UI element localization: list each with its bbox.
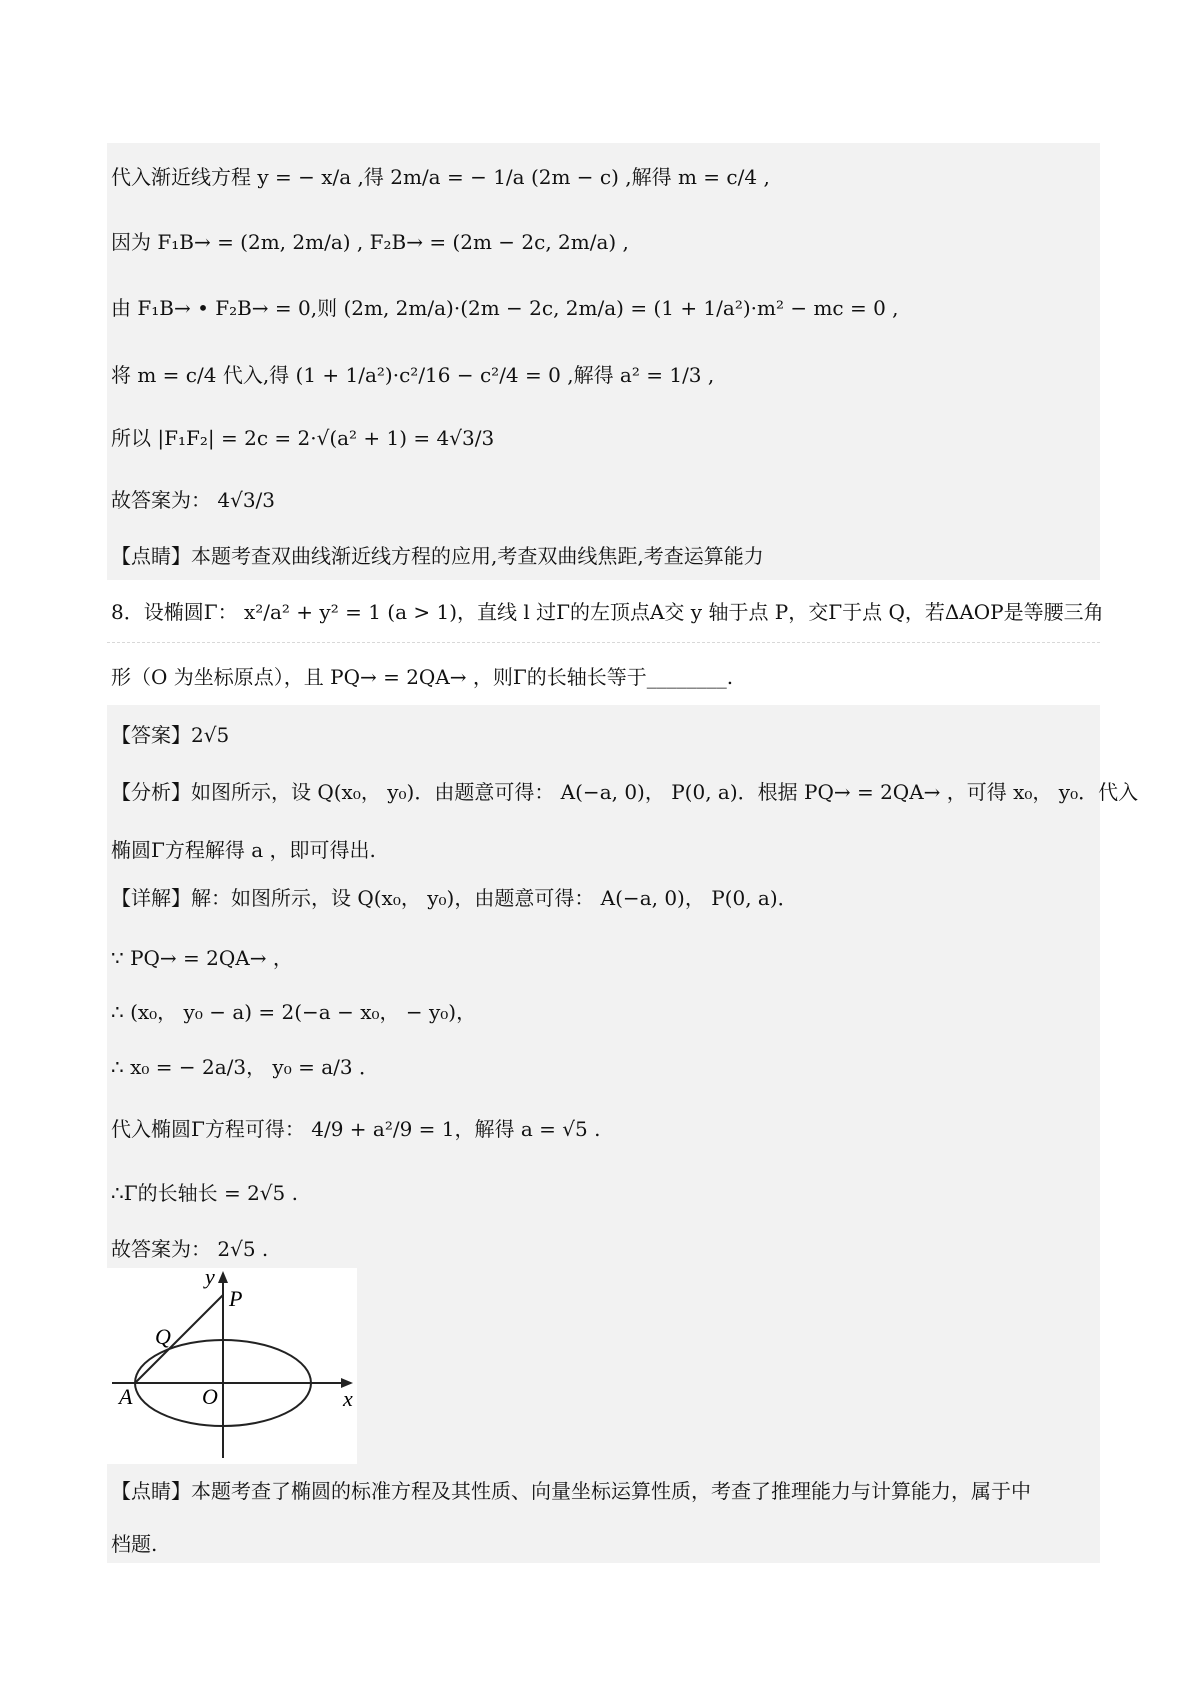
label-y: y [205,1268,215,1289]
analysis-line: 【分析】如图所示，设 Q(x₀， y₀)．由题意可得： A(−a, 0)， P(0, a)．根据 PQ→ = 2QA→ ，可得 x₀， y₀．代入 [111,780,1139,804]
text-line: 所以 |F₁F₂| = 2c = 2·√(a² + 1) = 4√3/3 [111,426,495,450]
detail-line: ∴ (x₀， y₀ − a) = 2(−a − x₀， − y₀)， [111,1000,477,1024]
detail-line: ∵ PQ→ = 2QA→ ， [111,946,293,970]
detail-line: ∴ x₀ = − 2a/3， y₀ = a/3 ． [111,1055,379,1079]
text-line: 将 m = c/4 代入,得 (1 + 1/a²)·c²/16 − c²/4 = 0 ,解得 a² = 1/3 , [111,363,715,387]
text-line: 故答案为： 4√3/3 [111,488,276,512]
label-A: A [119,1384,133,1409]
detail-line: 【详解】解：如图所示，设 Q(x₀， y₀)，由题意可得： A(−a, 0)， P(0, a)． [111,886,798,910]
detail-line: 故答案为： 2√5 . [111,1237,269,1261]
ellipse-diagram [107,1268,357,1464]
detail-line: 代入椭圆Γ方程可得： 4/9 + a²/9 = 1，解得 a = √5 . [111,1117,601,1141]
line-l [135,1295,223,1383]
label-x: x [343,1386,353,1411]
question-line: 形（O 为坐标原点），且 PQ→ = 2QA→ ，则Γ的长轴长等于________. [111,665,734,689]
y-axis-arrow [218,1271,228,1283]
analysis-line: 椭圆Γ方程解得 a ，即可得出. [111,838,376,862]
label-O: O [202,1384,218,1409]
question-line: 8．设椭圆Γ： x²/a² + y² = 1 (a > 1)，直线 l 过Γ的左顶点A交 y 轴于点 P，交Γ于点 Q，若ΔAOP是等腰三角 [111,600,1104,624]
ellipse-figure [107,1268,357,1464]
label-P: P [229,1286,243,1311]
comment-line: 【点睛】本题考查双曲线渐近线方程的应用,考查双曲线焦距,考查运算能力 [111,544,764,568]
label-Q: Q [155,1324,171,1349]
detail-line: ∴Γ的长轴长 = 2√5 . [111,1181,298,1205]
text-line: 由 F₁B→ • F₂B→ = 0,则 (2m, 2m/a)·(2m − 2c, 2m/a) = (1 + 1/a²)·m² − mc = 0 , [111,296,899,320]
comment-line: 档题. [111,1532,158,1556]
text-line: 代入渐近线方程 y = − x/a ,得 2m/a = − 1/a (2m − c) ,解得 m = c/4 , [111,165,770,189]
answer-line: 【答案】2√5 [111,723,230,747]
divider [107,642,1100,643]
comment-line: 【点睛】本题考查了椭圆的标准方程及其性质、向量坐标运算性质，考查了推理能力与计算能力，属于中 [111,1479,1031,1503]
text-line: 因为 F₁B→ = (2m, 2m/a) , F₂B→ = (2m − 2c, 2m/a) , [111,230,629,254]
